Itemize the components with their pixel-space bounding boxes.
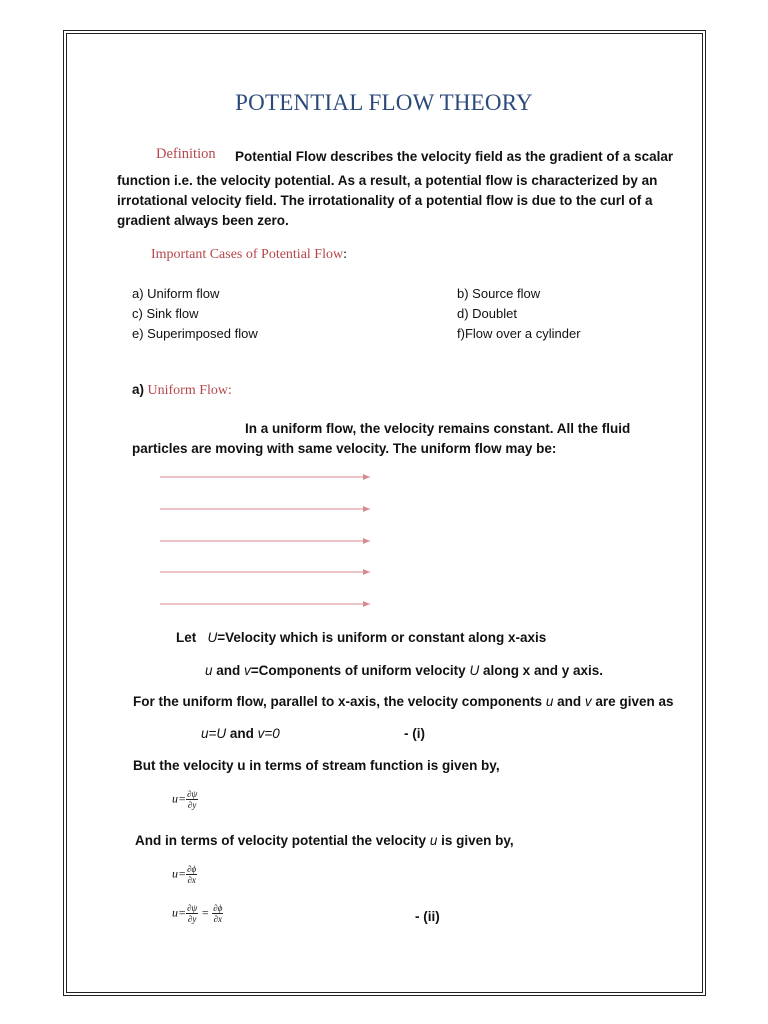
components-and: and xyxy=(557,694,582,709)
definition-line-4: gradient always been zero. xyxy=(117,213,289,228)
eq1-right: v=0 xyxy=(257,726,280,741)
components-end: are given as xyxy=(595,694,674,709)
equation-1 xyxy=(201,724,280,744)
case-sink-flow: c) Sink flow xyxy=(132,306,199,321)
eq2-num-2: ∂ϕ xyxy=(213,903,223,913)
components-v-symbol: v xyxy=(584,694,592,709)
uniform-para-line-2: particles are moving with same velocity. The uniform flow may be: xyxy=(132,441,557,456)
eq2-den-1: ∂y xyxy=(187,914,197,924)
uv-v-symbol: v xyxy=(244,663,251,678)
uniform-flow-arrows xyxy=(155,465,385,615)
let-prefix: Let xyxy=(176,630,197,645)
potential-u-symbol: u xyxy=(429,833,438,848)
uv-u-symbol: u xyxy=(205,663,213,678)
components-u-symbol: u xyxy=(545,694,554,709)
let-U-symbol: U xyxy=(207,630,218,645)
cases-heading-colon: : xyxy=(343,247,347,262)
equation-1-tag: - (i) xyxy=(404,726,425,741)
uv-text-2: along x and y axis. xyxy=(479,663,603,678)
case-doublet: d) Doublet xyxy=(457,306,517,321)
uniform-para-line-1: In a uniform flow, the velocity remains constant. All the fluid xyxy=(245,421,631,436)
potential-text-1: And in terms of velocity potential the velocity xyxy=(135,833,427,848)
let-text: =Velocity which is uniform or constant along x-axis xyxy=(217,630,547,645)
uv-line xyxy=(205,661,603,681)
cases-heading-wrap xyxy=(151,247,347,263)
uv-text-1: =Components of uniform velocity xyxy=(250,663,470,678)
eq-pot-fraction xyxy=(186,864,197,885)
eq1-and: and xyxy=(226,726,258,741)
eq-stream-num: ∂ψ xyxy=(187,789,198,799)
case-superimposed-flow: e) Superimposed flow xyxy=(132,326,258,341)
eq-stream-lhs: u= xyxy=(172,791,187,806)
eq2-fraction-1 xyxy=(186,903,198,924)
uniform-prefix: a) xyxy=(132,382,145,397)
eq-pot-den: ∂x xyxy=(187,875,196,885)
definition-line-3: irrotational velocity field. The irrotationality of a potential flow is due to the curl of a xyxy=(117,193,653,208)
case-uniform-flow: a) Uniform flow xyxy=(132,286,220,301)
equation-stream xyxy=(172,789,198,810)
eq2-num-1: ∂ψ xyxy=(187,903,198,913)
potential-line xyxy=(135,831,514,851)
uv-U-symbol: U xyxy=(469,663,480,678)
eq1-left: u=U xyxy=(201,726,227,741)
components-line xyxy=(133,692,673,712)
case-flow-over-cylinder: f)Flow over a cylinder xyxy=(457,326,581,341)
eq2-equals: = xyxy=(198,905,213,920)
definition-line-2: function i.e. the velocity potential. As a result, a potential flow is characterized by an xyxy=(117,173,658,188)
eq-stream-den: ∂y xyxy=(187,800,197,810)
stream-function-text: But the velocity u in terms of stream function is given by, xyxy=(133,758,500,773)
definition-label: Definition xyxy=(156,146,216,162)
page-title: POTENTIAL FLOW THEORY xyxy=(235,90,533,115)
eq-pot-num: ∂ϕ xyxy=(187,864,197,874)
uniform-heading-wrap xyxy=(132,380,232,400)
let-line xyxy=(176,628,546,648)
definition-line-1: Potential Flow describes the velocity field as the gradient of a scalar xyxy=(235,149,674,164)
cases-heading: Important Cases of Potential Flow xyxy=(151,247,344,262)
uniform-heading: Uniform Flow: xyxy=(147,383,232,398)
eq2-fraction-2 xyxy=(212,903,223,924)
equation-potential xyxy=(172,864,197,885)
equation-2 xyxy=(172,903,223,924)
potential-text-2: is given by, xyxy=(441,833,514,848)
eq2-den-2: ∂x xyxy=(213,914,223,924)
components-text: For the uniform flow, parallel to x-axis, the velocity components xyxy=(133,694,543,709)
equation-2-tag: - (ii) xyxy=(415,909,440,924)
eq2-lhs: u= xyxy=(172,905,187,920)
eq-stream-fraction xyxy=(186,789,198,810)
uv-and: and xyxy=(212,663,245,678)
case-source-flow: b) Source flow xyxy=(457,286,541,301)
eq-pot-lhs: u= xyxy=(172,866,187,881)
